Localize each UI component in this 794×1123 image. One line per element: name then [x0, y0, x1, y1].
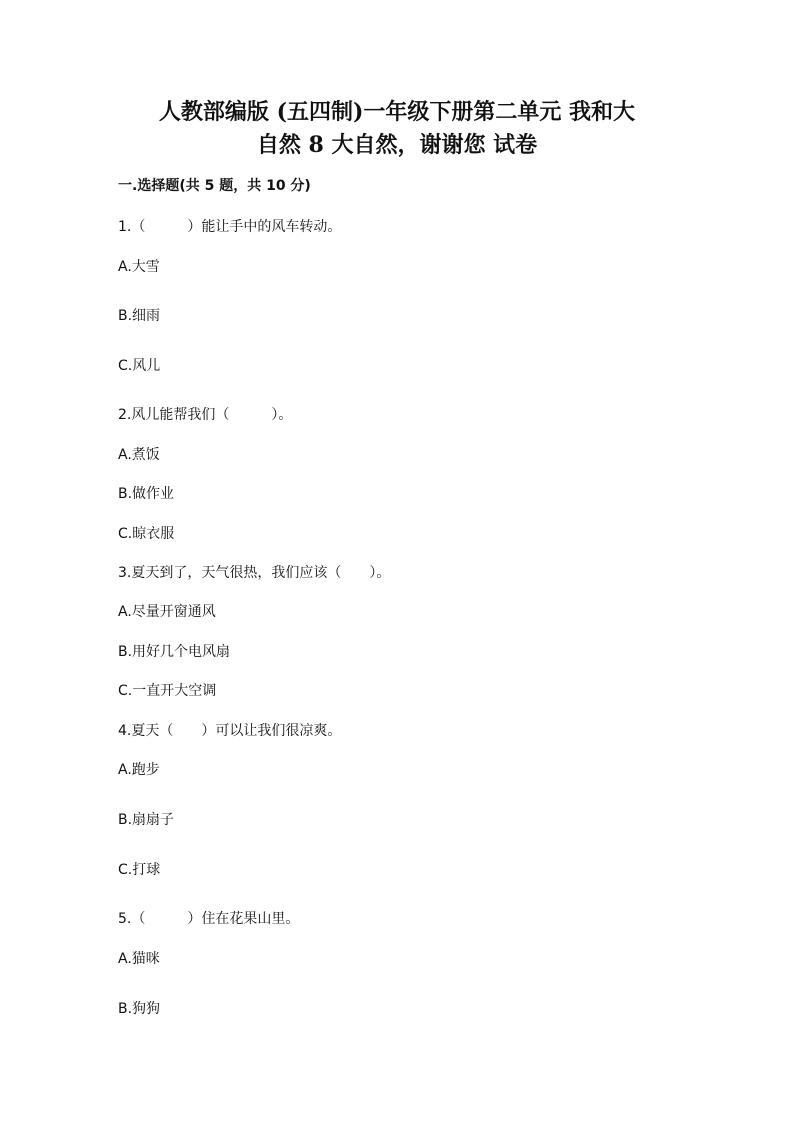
- option-c: C.一直开大空调: [118, 683, 217, 699]
- option-a: A.煮饭: [118, 447, 160, 463]
- option-b: B.扇扇子: [118, 812, 175, 828]
- option-b: B.用好几个电风扇: [118, 644, 231, 660]
- option-c: C.打球: [118, 862, 161, 878]
- option-c: C.晾衣服: [118, 526, 175, 542]
- option-a: A.跑步: [118, 762, 160, 778]
- option-a: A.大雪: [118, 259, 160, 275]
- section-heading: 一.选择题(共 5 题，共 10 分): [118, 178, 311, 194]
- option-b: B.狗狗: [118, 1001, 161, 1017]
- question-stem: 2.风儿能帮我们（ ）。: [118, 407, 293, 423]
- option-b: B.做作业: [118, 486, 175, 502]
- option-a: A.猫咪: [118, 951, 160, 967]
- question-stem: 4.夏天（ ）可以让我们很凉爽。: [118, 723, 342, 739]
- question-stem: 1.（ ）能让手中的风车转动。: [118, 219, 342, 235]
- question-stem: 3.夏天到了，天气很热，我们应该（ ）。: [118, 565, 391, 581]
- option-a: A.尽量开窗通风: [118, 604, 216, 620]
- document-title-line-2: 自然 8 大自然，谢谢您 试卷: [256, 132, 538, 158]
- option-b: B.细雨: [118, 308, 161, 324]
- question-stem: 5.（ ）住在花果山里。: [118, 911, 300, 927]
- document-title-line-1: 人教部编版 (五四制)一年级下册第二单元 我和大: [158, 99, 636, 125]
- option-c: C.风儿: [118, 358, 161, 374]
